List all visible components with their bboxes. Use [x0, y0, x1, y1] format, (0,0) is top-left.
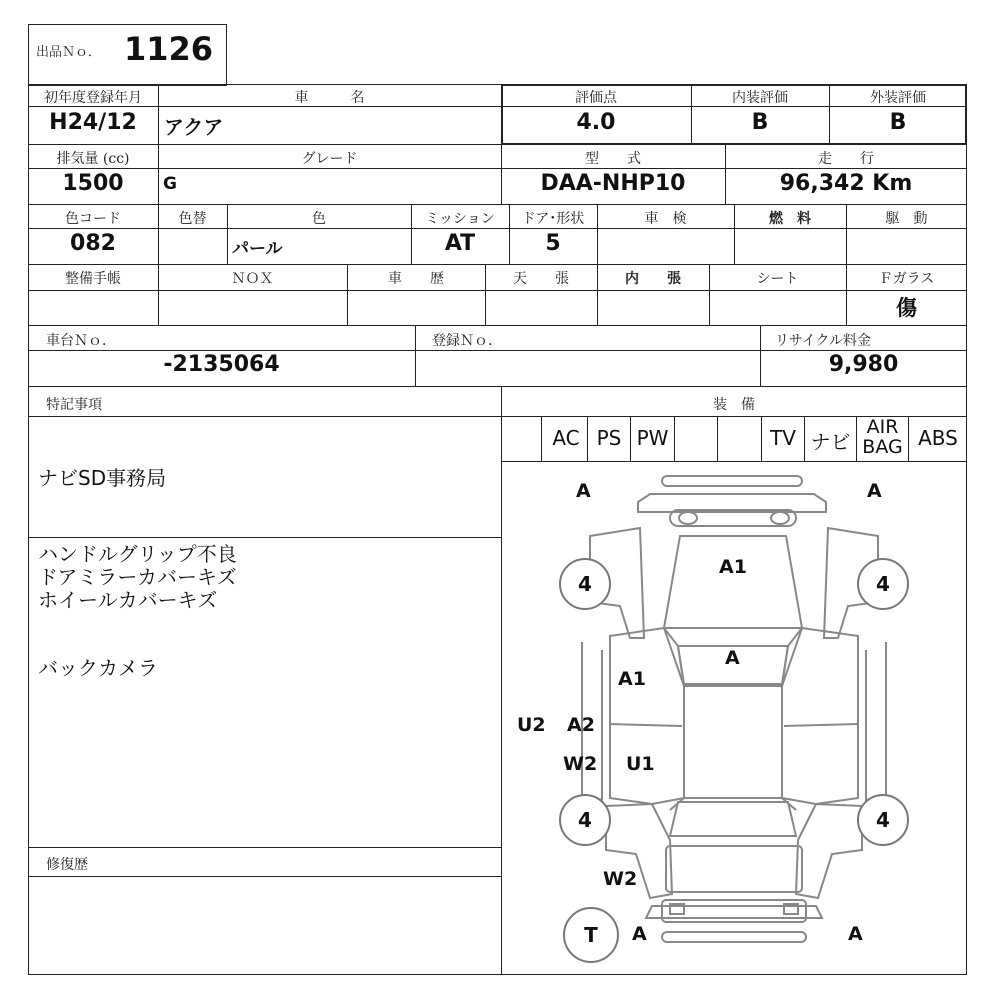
tire-rear-right: 4 — [857, 794, 909, 846]
score: 4.0 — [576, 110, 616, 135]
mark-bottom-left: A — [632, 923, 647, 945]
recycle-fee: 9,980 — [828, 352, 899, 377]
tire-front-left: 4 — [559, 558, 611, 610]
mission-label: ミッション — [425, 211, 495, 227]
drive-label: 駆 動 — [885, 211, 928, 227]
equipment-tv: TV — [770, 426, 796, 450]
displacement-label: 排気量 (cc) — [56, 151, 130, 167]
repair-history-label: 修復歴 — [46, 857, 88, 873]
fuel-label: 燃 料 — [769, 211, 811, 227]
score-label: 評価点 — [575, 90, 617, 106]
first-registration-label: 初年度登録年月 — [44, 90, 142, 106]
doors-label: ドア･形状 — [521, 211, 585, 227]
mark-side-w2: W2 — [563, 753, 598, 775]
interior-label: 内装評価 — [732, 90, 788, 106]
color-code: 082 — [70, 231, 116, 256]
note-line-5: バックカメラ — [38, 656, 158, 680]
mark-bottom-right: A — [848, 923, 863, 945]
model: DAA-NHP10 — [540, 171, 686, 196]
model-label: 型 式 — [585, 151, 641, 167]
note-line-2: ハンドルグリップ不良 — [38, 542, 237, 566]
mark-rear-w2: W2 — [603, 868, 638, 890]
car-name-label: 車 名 — [294, 90, 365, 106]
equipment-airbag: AIR BAG — [862, 416, 903, 458]
inner-label: 内 張 — [625, 271, 681, 287]
color-label: 色 — [312, 211, 326, 227]
glass-label: Ｆガラス — [878, 271, 935, 287]
glass: 傷 — [896, 296, 917, 320]
equipment-ps: PS — [596, 426, 622, 450]
car-name: アクア — [164, 115, 224, 139]
chassis-number: -2135064 — [163, 352, 280, 377]
equipment-pw: PW — [636, 426, 669, 450]
mark-side-a2: A2 — [567, 714, 595, 736]
exterior-grade: B — [889, 110, 907, 135]
lot-number: 1126 — [124, 30, 214, 68]
mark-top-left: A — [576, 480, 591, 502]
mission: AT — [444, 231, 476, 256]
recycle-label: リサイクル料金 — [775, 333, 872, 349]
mark-side-u2: U2 — [517, 714, 546, 736]
note-line-1: ナビSD事務局 — [38, 466, 167, 490]
mark-side-a1: A1 — [618, 668, 646, 690]
equipment-navi: ナビ — [810, 430, 851, 454]
exterior-label: 外装評価 — [870, 90, 926, 106]
equipment-label: 装 備 — [713, 397, 755, 413]
note-line-3: ドアミラーカバーキズ — [38, 565, 237, 589]
interior-grade: B — [751, 110, 769, 135]
maintenance-label: 整備手帳 — [65, 271, 121, 287]
nox-label: ＮＯＸ — [231, 271, 274, 287]
reg-label: 登録Ｎｏ． — [432, 333, 502, 349]
roof-label: 天 張 — [513, 271, 569, 287]
first-registration: H24/12 — [49, 110, 137, 135]
mileage: 96,342 Km — [779, 171, 913, 196]
grade: G — [163, 174, 177, 194]
color: パール — [232, 239, 283, 259]
mark-side-u1: U1 — [626, 753, 655, 775]
mark-front-glass: A — [725, 647, 740, 669]
displacement: 1500 — [62, 171, 124, 196]
seat-label: シート — [756, 271, 799, 287]
spare-tire: T — [563, 907, 619, 963]
chassis-label: 車台Ｎｏ． — [46, 333, 116, 349]
note-line-4: ホイールカバーキズ — [38, 588, 218, 612]
doors: 5 — [545, 231, 561, 256]
notes-label: 特記事項 — [46, 397, 102, 413]
color-code-label: 色コード — [65, 211, 121, 227]
tire-front-right: 4 — [857, 558, 909, 610]
equipment-abs: ABS — [918, 426, 958, 450]
equipment-ac: AC — [552, 426, 580, 450]
mark-hood: A1 — [719, 556, 747, 578]
mark-top-right: A — [867, 480, 882, 502]
grade-label: グレード — [301, 151, 358, 167]
tire-rear-left: 4 — [559, 794, 611, 846]
repaint-label: 色替 — [178, 211, 207, 227]
mileage-label: 走 行 — [818, 151, 874, 167]
inspection-label: 車 検 — [644, 211, 687, 227]
history-label: 車 歴 — [388, 271, 444, 287]
lot-number-label: 出品Ｎｏ． — [36, 45, 102, 60]
